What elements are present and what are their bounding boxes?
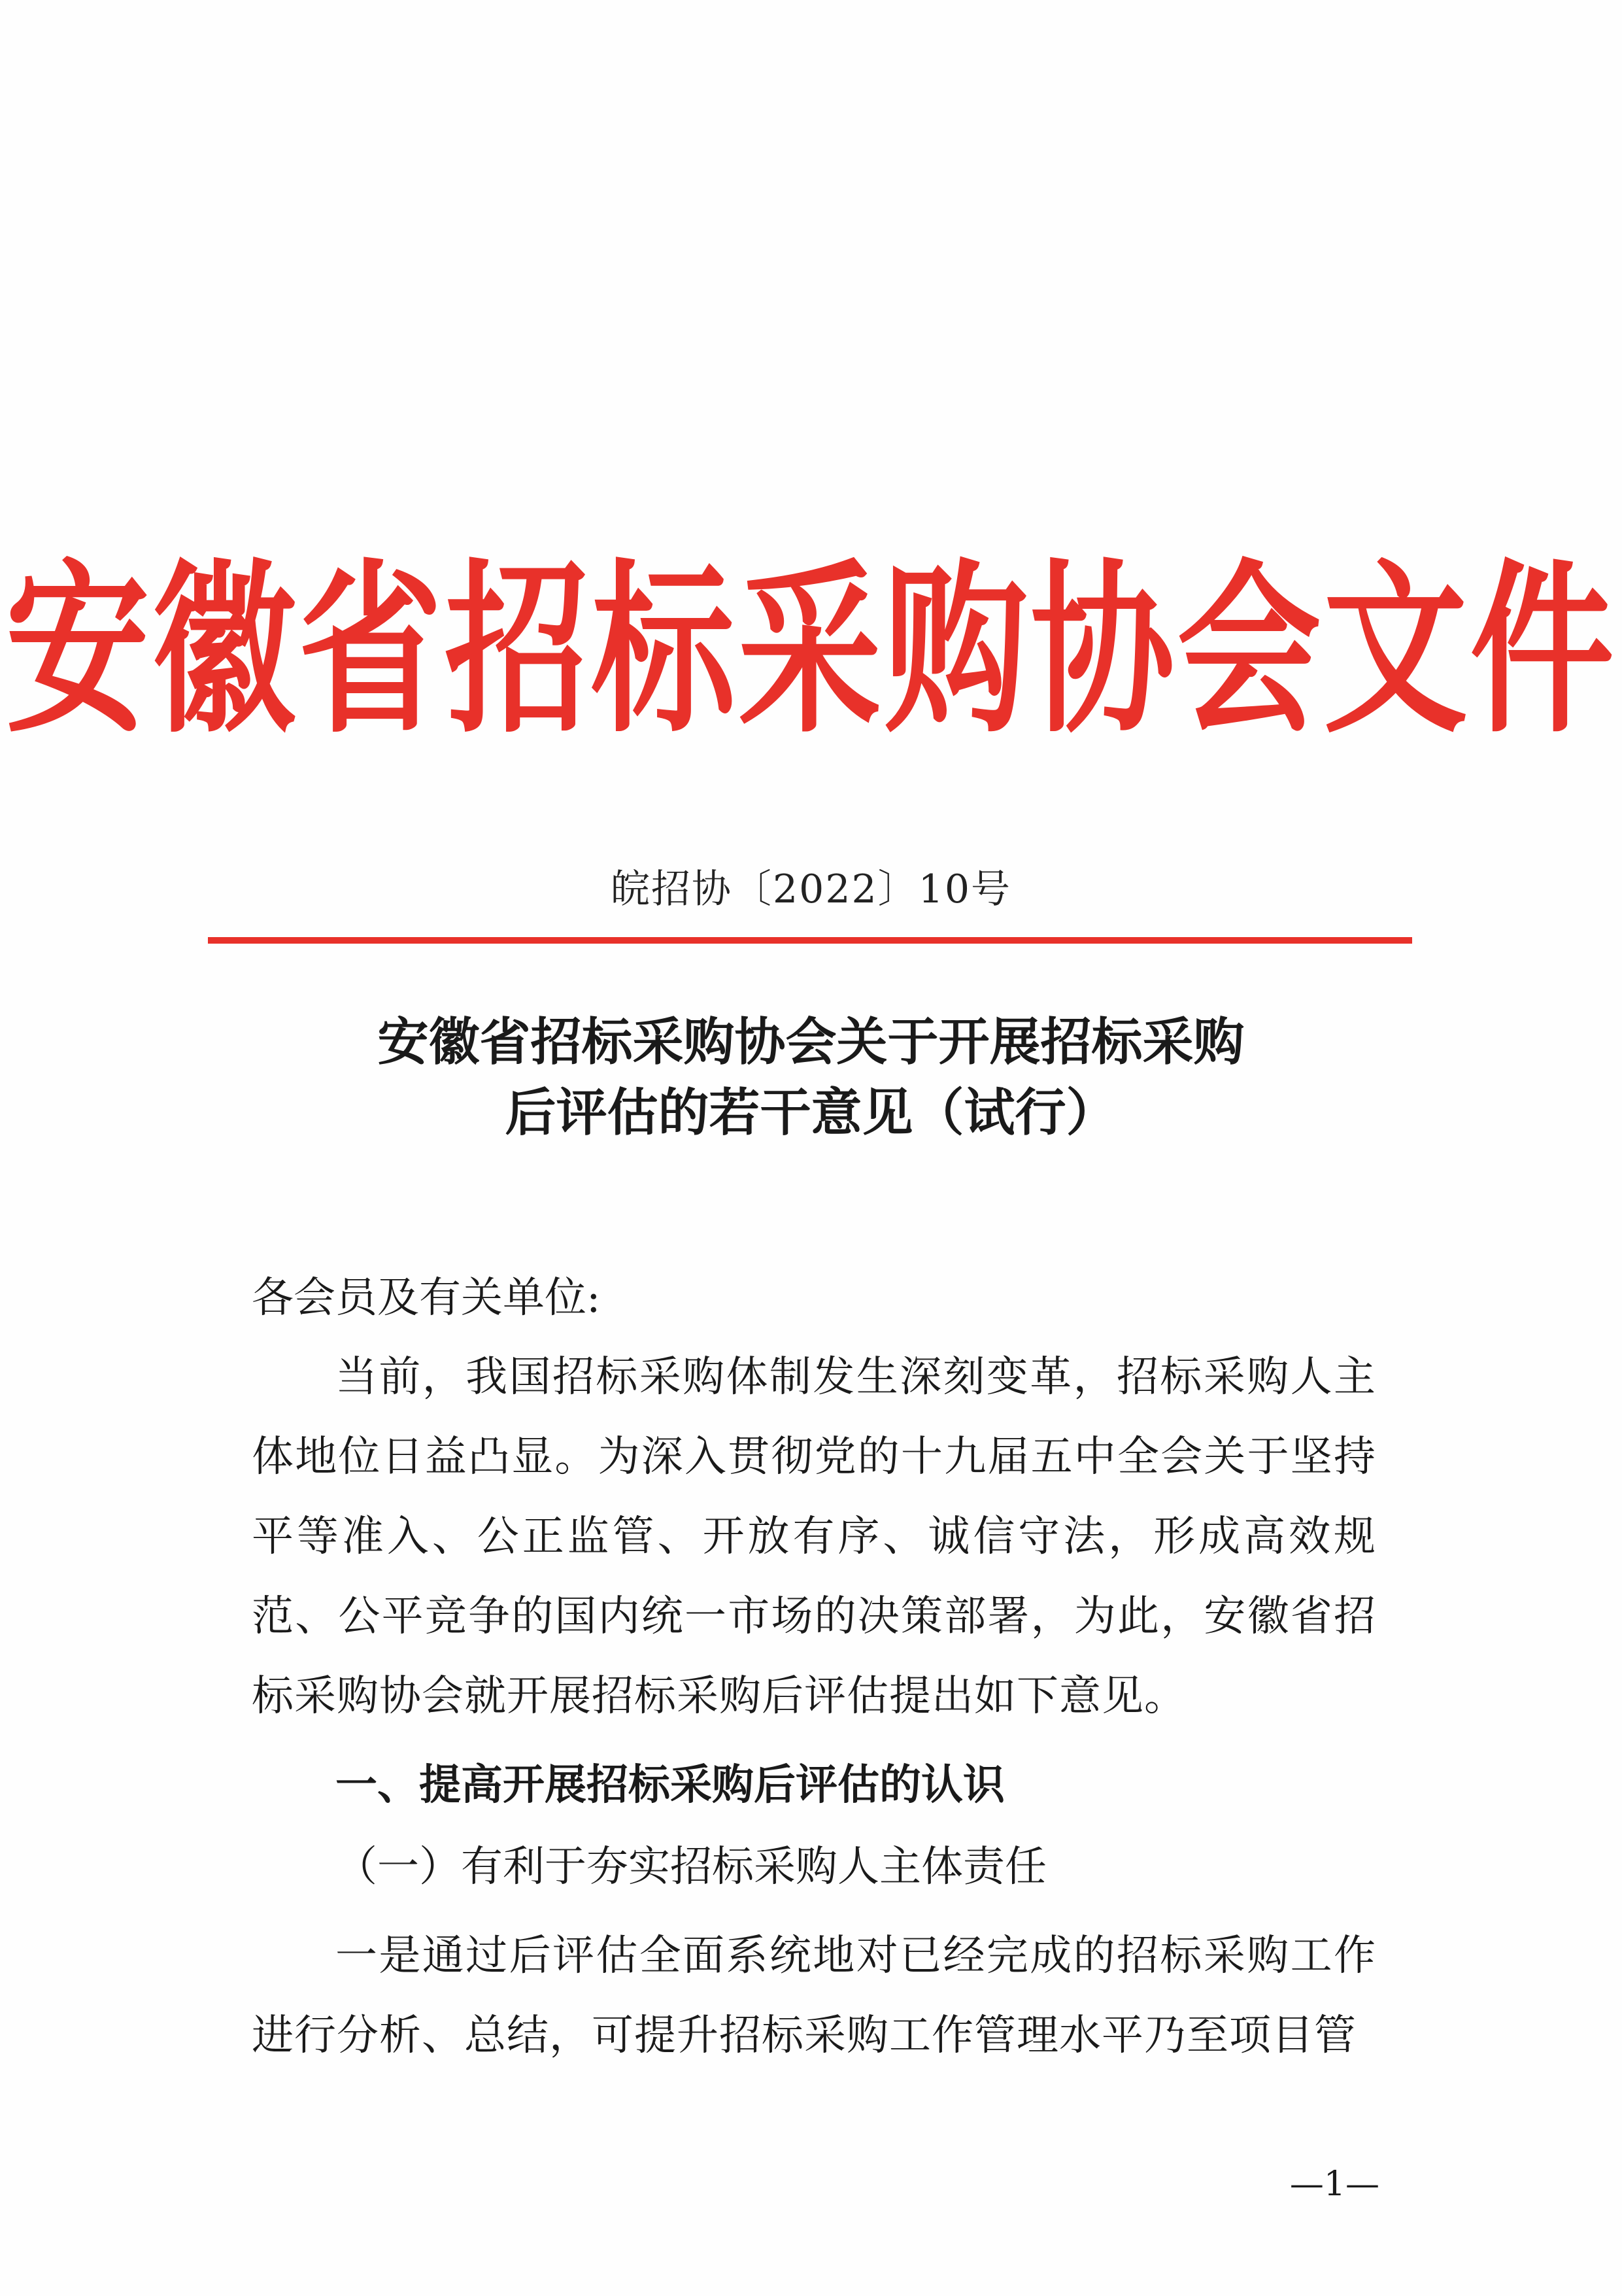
page-number: —1— [1289,2165,1379,2204]
document-title-line-2: 后评估的若干意见（试行） [505,1083,1117,1142]
issuer-header-title: 安徽省招标采购协会文件 [5,541,1617,758]
red-divider-line [208,937,1412,944]
document-title-line-1: 安徽省招标采购协会关于开展招标采购 [377,1012,1245,1072]
section-heading-1: 一、提高开展招标采购后评估的认识 [335,1761,1005,1809]
document-number: 皖招协〔2022〕10号 [610,866,1012,912]
subsection-heading-1: （一）有利于夯实招标采购人主体责任 [335,1843,1047,1891]
body-paragraph-2: 一是通过后评估全面系统地对已经完成的招标采购工作进行分析、总结，可提升招标采购工作管理水平乃至项目管 [252,1932,1376,2060]
salutation: 各会员及有关单位: [252,1274,601,1322]
body-paragraph-1: 当前，我国招标采购体制发生深刻变革，招标采购人主体地位日益凸显。为深入贯彻党的十九届五中全会关于坚持平等准入、公正监管、开放有序、诚信守法，形成高效规范、公平竞争的国内统一市场的决策部署，为此，安徽省招标采购协会就开展招标采购后评估提出如下意见。 [252,1353,1376,1721]
document-title [0,1007,1622,1148]
